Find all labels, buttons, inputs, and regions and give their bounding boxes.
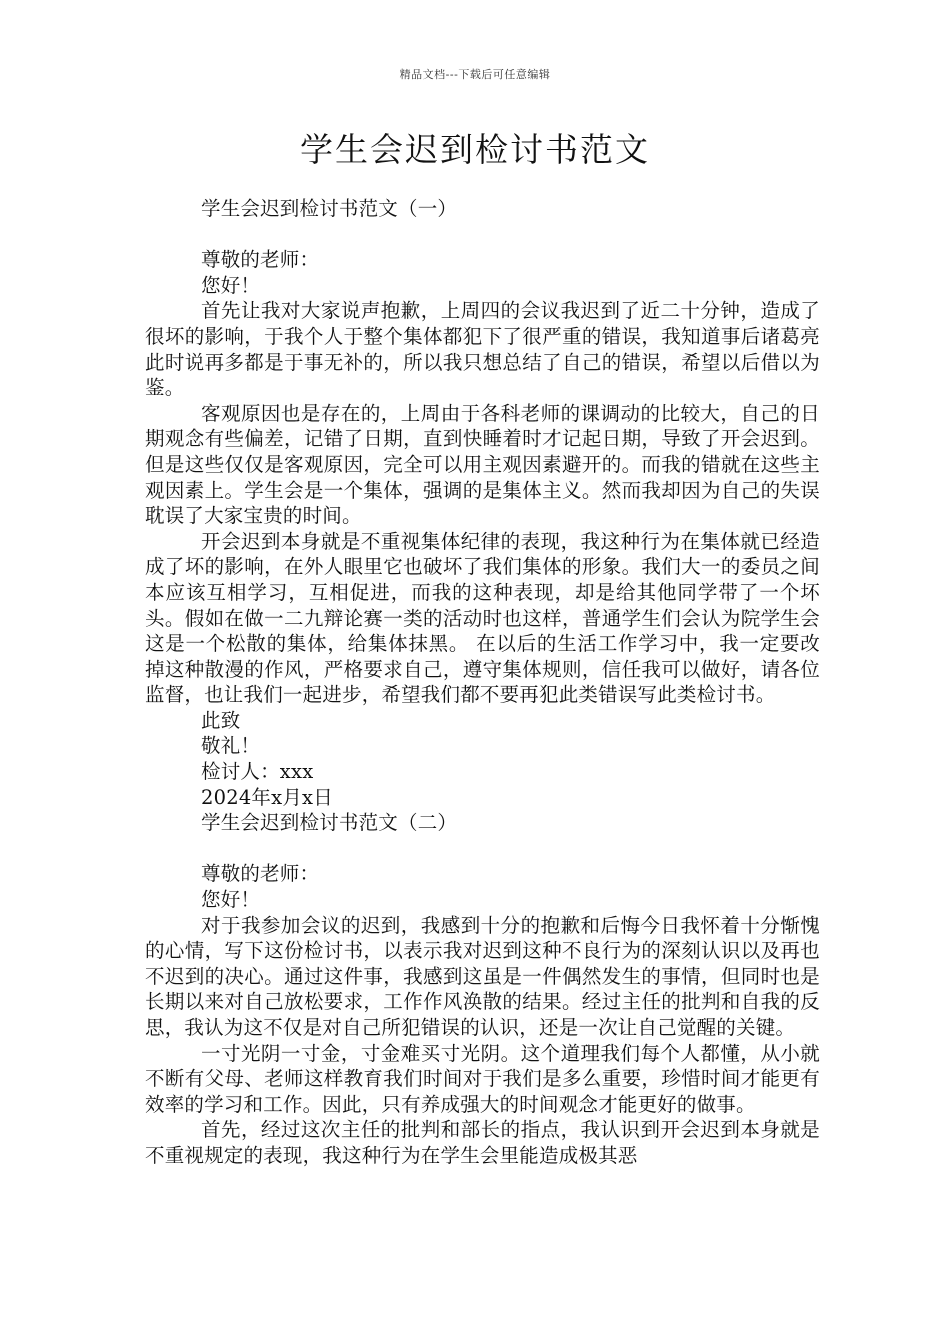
paragraph: 客观原因也是存在的，上周由于各科老师的课调动的比较大，自己的日期观念有些偏差，记错了日期，直到快睡着时才记起日期，导致了开会迟到。但是这些仅仅是客观原因，完全可以用主观因素避开的。而我的错就在这些主观因素上。学生会是一个集体，强调的是集体主义。然而我却因为自己的失误耽误了大家宝贵的时间。 — [145, 401, 820, 528]
document-body — [145, 196, 820, 1169]
closing-line: 敬礼！ — [201, 734, 261, 758]
document-title: 学生会迟到检讨书范文 — [300, 130, 650, 169]
section-heading: 学生会迟到检讨书范文（一） — [201, 197, 458, 220]
spacer — [145, 222, 820, 248]
closing-line: 此致 — [201, 708, 241, 732]
paragraph: 首先，经过这次主任的批判和部长的指点，我认识到开会迟到本身就是不重视规定的表现，我这种行为在学生会里能造成极其恶 — [145, 1118, 820, 1167]
date: 2024年x月x日 — [201, 785, 333, 809]
paragraph: 对于我参加会议的迟到，我感到十分的抱歉和后悔今日我怀着十分惭愧的心情，写下这份检讨书，以表示我对迟到这种不良行为的深刻认识以及再也不迟到的决心。通过这件事，我感到这虽是一件偶然发生的事情，但同时也是长期以来对自己放松要求，工作作风涣散的结果。经过主任的批判和自我的反思，我认为这不仅是对自己所犯错误的认识，还是一次让自己觉醒的关键。 — [145, 913, 820, 1039]
salutation: 尊敬的老师： — [201, 862, 320, 886]
spacer — [145, 836, 820, 862]
signer: 检讨人：xxx — [201, 760, 314, 784]
section-heading: 学生会迟到检讨书范文（二） — [201, 811, 458, 835]
paragraph: 开会迟到本身就是不重视集体纪律的表现，我这种行为在集体就已经造成了坏的影响，在外人眼里它也破坏了我们集体的形象。我们大一的委员之间本应该互相学习，互相促进，而我的这种表现，却是给其他同学带了一个坏头。假如在做一二九辩论赛一类的活动时也这样，普通学生们会认为院学生会这是一个松散的集体，给集体抹黑。 在以后的生活工作学习中，我一定要改掉这种散漫的作风，严格要求自己，遵守集体规则，信任我可以做好，请各位监督，也让我们一起进步，希望我们都不要再犯此类错误写此类检讨书。 — [145, 529, 820, 707]
salutation: 尊敬的老师： — [201, 248, 320, 272]
paragraph: 一寸光阴一寸金，寸金难买寸光阴。这个道理我们每个人都懂，从小就不断有父母、老师这样教育我们时间对于我们是多么重要，珍惜时间才能更有效率的学习和工作。因此，只有养成强大的时间观念才能更好的做事。 — [145, 1041, 820, 1116]
paragraph: 首先让我对大家说声抱歉，上周四的会议我迟到了近二十分钟，造成了很坏的影响，于我个人于整个集体都犯下了很严重的错误，我知道事后诸葛亮此时说再多都是于事无补的，所以我只想总结了自己的错误，希望以后借以为鉴。 — [145, 299, 820, 400]
page-header: 精品文档---下载后可任意编辑 — [399, 68, 551, 81]
greeting: 您好！ — [201, 273, 261, 297]
greeting: 您好！ — [201, 888, 261, 912]
